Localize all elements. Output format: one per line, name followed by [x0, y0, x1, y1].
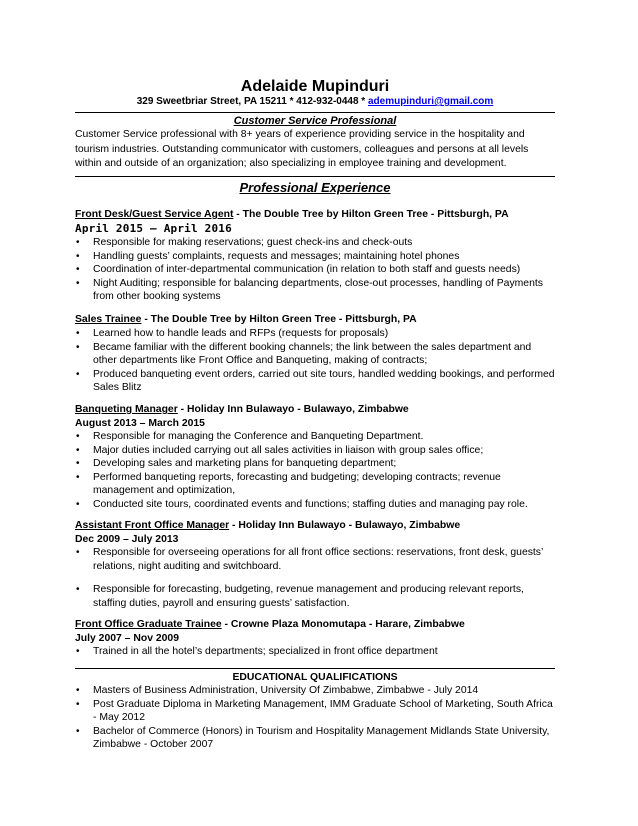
contact-address-phone: 329 Sweetbriar Street, PA 15211 * 412-932-0448 *: [136, 96, 368, 107]
summary-title: Customer Service Professional: [233, 115, 397, 127]
job-role: Banqueting Manager: [75, 404, 178, 415]
list-item: • Learned how to handle leads and RFPs (requests for proposals): [75, 327, 555, 341]
job-assistant-front-office-manager: [75, 519, 555, 610]
list-item: • Post Graduate Diploma in Marketing Management, IMM Graduate School of Marketing, South Africa - May 2012: [75, 698, 555, 725]
list-item: • Responsible for making reservations; guest check-ins and check-outs: [75, 236, 555, 250]
job-dates: April 2015 – April 2016: [75, 222, 232, 235]
job-duties-list: [75, 236, 555, 304]
list-item: • Responsible for managing the Conference and Banqueting Department.: [75, 430, 555, 444]
job-heading: [75, 403, 555, 417]
list-item: • Masters of Business Administration, University Of Zimbabwe, Zimbabwe - July 2014: [75, 684, 555, 698]
job-heading: [75, 313, 555, 327]
list-item: • Major duties included carrying out all sales activities in liaison with group sales office;: [75, 444, 555, 458]
job-role: Assistant Front Office Manager: [75, 520, 230, 531]
contact-line: [75, 96, 555, 108]
job-employer: - The Double Tree by Hilton Green Tree - Pittsburgh, PA: [233, 209, 509, 220]
candidate-name: Adelaide Mupinduri: [240, 78, 390, 95]
job-role: Front Office Graduate Trainee: [75, 619, 222, 630]
job-role: Sales Trainee: [75, 314, 142, 325]
job-employer: - Holiday Inn Bulawayo - Bulawayo, Zimbabwe: [177, 404, 409, 415]
list-item: • Became familiar with the different booking channels; the link between the sales department and other departments like Front Office and Banqueting, making of contracts;: [75, 341, 555, 368]
summary-divider: [75, 176, 555, 177]
education-list: [75, 684, 555, 752]
list-item: • Coordination of inter-departmental communication (in relation to both staff and guests needs): [75, 263, 555, 277]
list-item: • Produced banqueting event orders, carried out site tours, handled wedding bookings, and performed Sales Blitz: [75, 368, 555, 395]
job-heading: [75, 618, 555, 632]
job-dates: July 2007 – Nov 2009: [75, 633, 179, 644]
education-section: [75, 684, 555, 752]
list-item: • Responsible for forecasting, budgeting, revenue management and producing relevant reports, staffing duties, payroll and ensuring guests’ satisfaction.: [75, 583, 555, 610]
job-front-office-graduate-trainee: [75, 618, 555, 659]
job-sales-trainee: [75, 313, 555, 395]
job-duties-list: [75, 327, 555, 395]
list-item: • Conducted site tours, coordinated events and functions; staffing duties and managing pay role.: [75, 498, 555, 512]
job-duties-list: [75, 430, 555, 512]
list-item: • Developing sales and marketing plans for banqueting department;: [75, 457, 555, 471]
experience-title: Professional Experience: [239, 180, 391, 195]
list-item: • Handling guests’ complaints, requests and messages; maintaining hotel phones: [75, 250, 555, 264]
job-dates: Dec 2009 – July 2013: [75, 534, 179, 545]
job-duties-list: [75, 546, 555, 610]
job-role: Front Desk/Guest Service Agent: [75, 209, 234, 220]
job-banqueting-manager: [75, 403, 555, 512]
job-duties-list: [75, 645, 555, 659]
education-divider: [75, 668, 555, 669]
job-front-desk-agent: [75, 208, 555, 304]
job-heading: [75, 208, 555, 222]
header-divider: [75, 112, 555, 113]
list-item: • Trained in all the hotel’s departments; specialized in front office department: [75, 645, 555, 659]
summary-text: Customer Service professional with 8+ years of experience providing service in the hospitality and tourism industries. Outstanding communicator with customers, colleagues and persons at all levels within and outside of an organization; also specializing in employee training and development.: [75, 129, 529, 169]
list-item: • Performed banqueting reports, forecasting and budgeting; developing contracts; revenue management and optimization,: [75, 471, 555, 498]
email-link[interactable]: ademupinduri@gmail.com: [367, 96, 494, 107]
job-employer: - Crowne Plaza Monomutapa - Harare, Zimbabwe: [221, 619, 465, 630]
job-heading: [75, 519, 555, 533]
job-employer: - Holiday Inn Bulawayo - Bulawayo, Zimbabwe: [229, 520, 461, 531]
job-dates: August 2013 – March 2015: [75, 418, 205, 429]
list-item: • Bachelor of Commerce (Honors) in Tourism and Hospitality Management Midlands State University, Zimbabwe - October 2007: [75, 725, 555, 752]
job-employer: - The Double Tree by Hilton Green Tree - Pittsburgh, PA: [141, 314, 417, 325]
education-title: EDUCATIONAL QUALIFICATIONS: [232, 672, 398, 683]
list-item: • Responsible for overseeing operations for all front office sections: reservations, front desk, guests’ relations, night auditing and switchboard.: [75, 546, 555, 573]
list-item: • Night Auditing; responsible for balancing departments, close-out processes, handling of Payments from other booking systems: [75, 277, 555, 304]
